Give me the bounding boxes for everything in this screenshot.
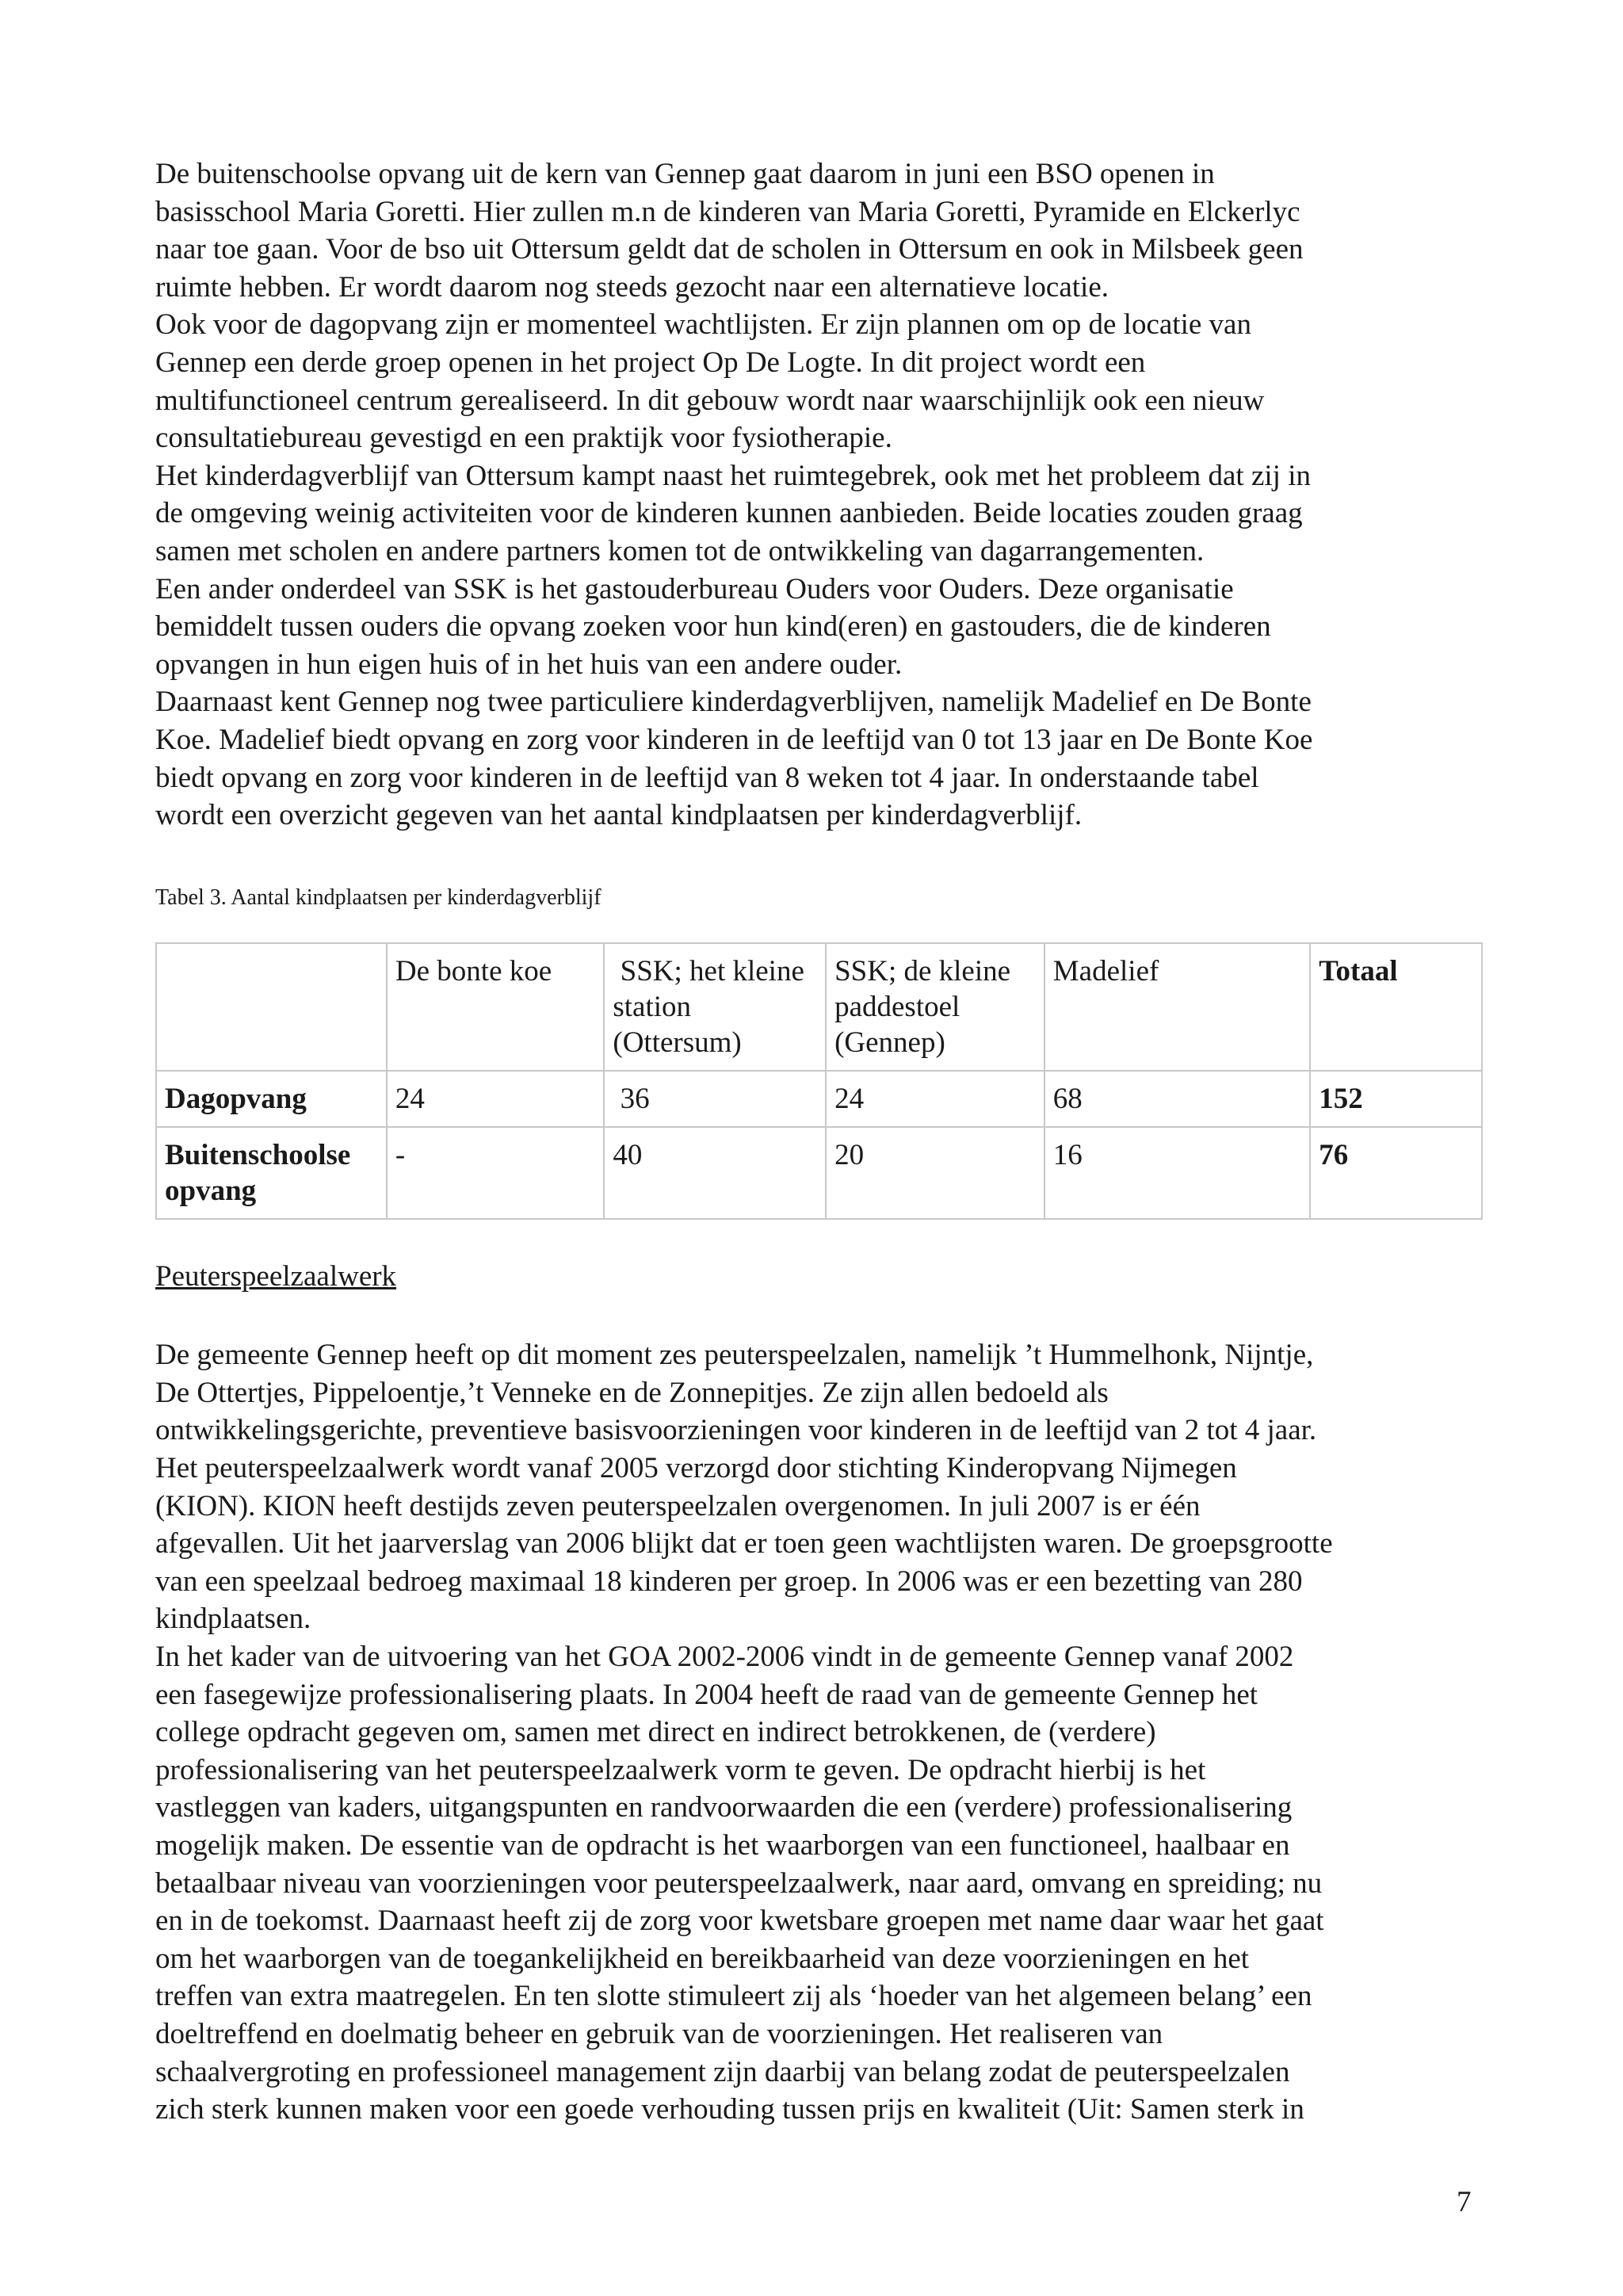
table-caption: Tabel 3. Aantal kindplaatsen per kinderdagverblijf	[155, 884, 601, 910]
childcare-places-table	[155, 942, 1483, 1220]
table-cell: 40	[604, 1127, 826, 1219]
table-cell: 20	[826, 1127, 1044, 1219]
page-number: 7	[1457, 2186, 1472, 2218]
row-label: Buitenschoolse opvang	[156, 1127, 387, 1219]
paragraph-playgroups: De gemeente Gennep heeft op dit moment zes peuterspeelzalen, namelijk ’t Hummelhonk, Nijntje, De Ottertjes, Pippeloentje,’t Venneke en de Zonnepitjes. Ze zijn allen bedoeld als ontwikkelingsgerichte, preventieve basisvoorzieningen voor kinderen in de leeftijd van 2 tot 4 jaar. Het peuterspeelzaalwerk wordt vanaf 2005 verzorgd door stichting Kinderopvang Nijmegen (KION). KION heeft destijds zeven peuterspeelzalen overgenomen. In juli 2007 is er één afgevallen. Uit het jaarverslag van 2006 blijkt dat er toen geen wachtlijsten waren. De groepsgrootte van een speelzaal bedroeg maximaal 18 kinderen per groep. In 2006 was er een bezetting van 280 kindplaatsen. In het kader van de uitvoering van het GOA 2002-2006 vindt in de gemeente Gennep vanaf 2002 een fasegewijze professionalisering plaats. In 2004 heeft de raad van de gemeente Gennep het college opdracht gegeven om, samen met direct en indirect betrokkenen, de (verdere) professionalisering van het peuterspeelzaalwerk vorm te geven. De opdracht hierbij is het vastleggen van kaders, uitgangspunten en randvoorwaarden die een (verdere) professionalisering mogelijk maken. De essentie van de opdracht is het waarborgen van een functioneel, haalbaar en betaalbaar niveau van voorzieningen voor peuterspeelzaalwerk, naar aard, omvang en spreiding; nu en in de toekomst. Daarnaast heeft zij de zorg voor kwetsbare groepen met name daar waar het gaat om het waarborgen van de toegankelijkheid en bereikbaarheid van deze voorzieningen en het treffen van extra maatregelen. En ten slotte stimuleert zij als ‘hoeder van het algemeen belang’ een doeltreffend en doelmatig beheer en gebruik van de voorzieningen. Het realiseren van schaalvergroting en professioneel management zijn daarbij van belang zodat de peuterspeelzalen zich sterk kunnen maken voor een goede verhouding tussen prijs en kwaliteit (Uit: Samen sterk in	[155, 1339, 1333, 2126]
paragraph-childcare: De buitenschoolse opvang uit de kern van Gennep gaat daarom in juni een BSO openen in basisschool Maria Goretti. Hier zullen m.n de kinderen van Maria Goretti, Pyramide en Elckerlyc naar toe gaan. Voor de bso uit Ottersum geldt dat de scholen in Ottersum en ook in Milsbeek geen ruimte hebben. Er wordt daarom nog steeds gezocht naar een alternatieve locatie. Ook voor de dagopvang zijn er momenteel wachtlijsten. Er zijn plannen om op de locatie van Gennep een derde groep openen in het project Op De Logte. In dit project wordt een multifunctioneel centrum gerealiseerd. In dit gebouw wordt naar waarschijnlijk ook een nieuw consultatiebureau gevestigd en een praktijk voor fysiotherapie. Het kinderdagverblijf van Ottersum kampt naast het ruimtegebrek, ook met het probleem dat zij in de omgeving weinig activiteiten voor de kinderen kunnen aanbieden. Beide locaties zouden graag samen met scholen en andere partners komen tot de ontwikkeling van dagarrangementen. Een ander onderdeel van SSK is het gastouderbureau Ouders voor Ouders. Deze organisatie bemiddelt tussen ouders die opvang zoeken voor hun kind(eren) en gastouders, die de kinderen opvangen in hun eigen huis of in het huis van een andere ouder. Daarnaast kent Gennep nog twee particuliere kinderdagverblijven, namelijk Madelief en De Bonte Koe. Madelief biedt opvang en zorg voor kinderen in de leeftijd van 0 tot 13 jaar en De Bonte Koe biedt opvang en zorg voor kinderen in de leeftijd van 8 weken tot 4 jaar. In onderstaande tabel wordt een overzicht gegeven van het aantal kindplaatsen per kinderdagverblijf.	[155, 158, 1313, 832]
table-cell-total: 76	[1310, 1127, 1482, 1219]
table-cell: 24	[826, 1071, 1044, 1127]
table-cell: -	[387, 1127, 604, 1219]
table-cell: 24	[387, 1071, 604, 1127]
table-cell: 36	[604, 1071, 826, 1127]
table-cell: 68	[1044, 1071, 1310, 1127]
row-label: Dagopvang	[156, 1071, 387, 1127]
table-header-cell: SSK; de kleine paddestoel (Gennep)	[826, 943, 1044, 1071]
table-header-cell: Madelief	[1044, 943, 1310, 1071]
table-cell-total: 152	[1310, 1071, 1482, 1127]
table-row	[156, 1071, 1482, 1127]
table-header-row	[156, 943, 1482, 1071]
table-cell: 16	[1044, 1127, 1310, 1219]
section-heading: Peuterspeelzaalwerk	[155, 1259, 397, 1293]
document-page	[155, 155, 1487, 2129]
table-header-cell: Totaal	[1310, 943, 1482, 1071]
table-header-cell: De bonte koe	[387, 943, 604, 1071]
table-row	[156, 1127, 1482, 1219]
table-header-cell: SSK; het kleine station (Ottersum)	[604, 943, 826, 1071]
table-header-cell	[156, 943, 387, 1071]
